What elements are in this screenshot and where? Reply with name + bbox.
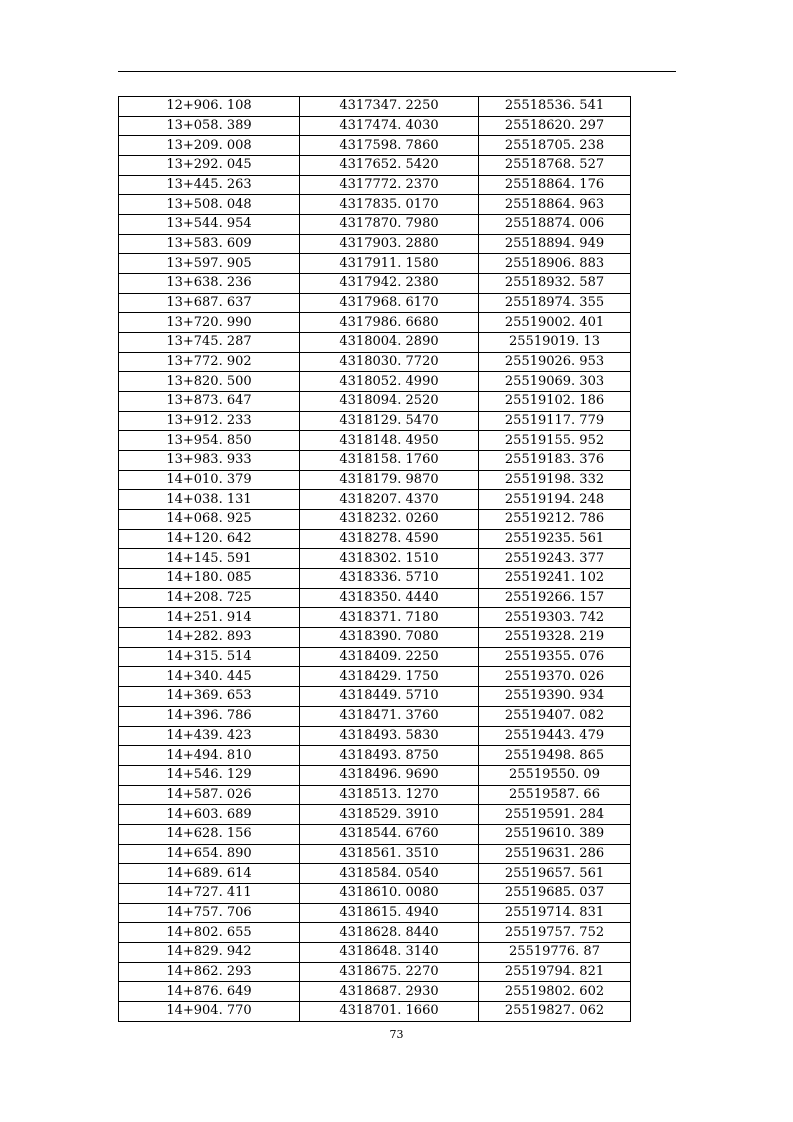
northing-cell: 4318094. 2520 <box>300 392 479 412</box>
northing-cell: 4318449. 5710 <box>300 687 479 707</box>
northing-cell: 4318701. 1660 <box>300 1001 479 1021</box>
easting-cell: 25518705. 238 <box>479 136 631 156</box>
northing-cell: 4318493. 8750 <box>300 746 479 766</box>
station-cell: 14+546. 129 <box>119 765 300 785</box>
northing-cell: 4318471. 3760 <box>300 706 479 726</box>
table-row <box>119 116 631 136</box>
northing-cell: 4318561. 3510 <box>300 844 479 864</box>
table-row <box>119 215 631 235</box>
easting-cell: 25519019. 13 <box>479 333 631 353</box>
easting-cell: 25519657. 561 <box>479 864 631 884</box>
easting-cell: 25519183. 376 <box>479 451 631 471</box>
table-row <box>119 746 631 766</box>
station-cell: 12+906. 108 <box>119 97 300 117</box>
easting-cell: 25519303. 742 <box>479 608 631 628</box>
table-row <box>119 588 631 608</box>
station-cell: 13+687. 637 <box>119 293 300 313</box>
table-row <box>119 313 631 333</box>
station-cell: 13+583. 609 <box>119 234 300 254</box>
table-row <box>119 962 631 982</box>
easting-cell: 25519212. 786 <box>479 510 631 530</box>
table-row <box>119 372 631 392</box>
station-cell: 14+876. 649 <box>119 982 300 1002</box>
easting-cell: 25519827. 062 <box>479 1001 631 1021</box>
easting-cell: 25518536. 541 <box>479 97 631 117</box>
station-cell: 14+689. 614 <box>119 864 300 884</box>
northing-cell: 4317347. 2250 <box>300 97 479 117</box>
station-cell: 14+145. 591 <box>119 549 300 569</box>
easting-cell: 25518864. 963 <box>479 195 631 215</box>
northing-cell: 4318628. 8440 <box>300 923 479 943</box>
table-row <box>119 136 631 156</box>
coordinate-table <box>118 96 631 1022</box>
table-row <box>119 529 631 549</box>
station-cell: 14+396. 786 <box>119 706 300 726</box>
northing-cell: 4318179. 9870 <box>300 470 479 490</box>
station-cell: 14+904. 770 <box>119 1001 300 1021</box>
northing-cell: 4317968. 6170 <box>300 293 479 313</box>
table-row <box>119 333 631 353</box>
table-row <box>119 883 631 903</box>
easting-cell: 25519550. 09 <box>479 765 631 785</box>
station-cell: 14+208. 725 <box>119 588 300 608</box>
northing-cell: 4318004. 2890 <box>300 333 479 353</box>
northing-cell: 4318158. 1760 <box>300 451 479 471</box>
easting-cell: 25519498. 865 <box>479 746 631 766</box>
easting-cell: 25519266. 157 <box>479 588 631 608</box>
station-cell: 13+508. 048 <box>119 195 300 215</box>
station-cell: 14+654. 890 <box>119 844 300 864</box>
table-row <box>119 431 631 451</box>
northing-cell: 4318429. 1750 <box>300 667 479 687</box>
easting-cell: 25519198. 332 <box>479 470 631 490</box>
station-cell: 13+292. 045 <box>119 156 300 176</box>
table-row <box>119 667 631 687</box>
northing-cell: 4318529. 3910 <box>300 805 479 825</box>
northing-cell: 4317598. 7860 <box>300 136 479 156</box>
easting-cell: 25519757. 752 <box>479 923 631 943</box>
northing-cell: 4318675. 2270 <box>300 962 479 982</box>
station-cell: 14+628. 156 <box>119 824 300 844</box>
station-cell: 13+638. 236 <box>119 274 300 294</box>
easting-cell: 25519235. 561 <box>479 529 631 549</box>
station-cell: 14+757. 706 <box>119 903 300 923</box>
table-row <box>119 824 631 844</box>
table-row <box>119 706 631 726</box>
northing-cell: 4318030. 7720 <box>300 352 479 372</box>
easting-cell: 25518864. 176 <box>479 175 631 195</box>
easting-cell: 25519610. 389 <box>479 824 631 844</box>
table-row <box>119 195 631 215</box>
easting-cell: 25518932. 587 <box>479 274 631 294</box>
northing-cell: 4317835. 0170 <box>300 195 479 215</box>
station-cell: 14+010. 379 <box>119 470 300 490</box>
northing-cell: 4317942. 2380 <box>300 274 479 294</box>
easting-cell: 25519026. 953 <box>479 352 631 372</box>
northing-cell: 4318409. 2250 <box>300 647 479 667</box>
station-cell: 13+720. 990 <box>119 313 300 333</box>
table-row <box>119 510 631 530</box>
table-row <box>119 647 631 667</box>
table-row <box>119 470 631 490</box>
table-row <box>119 765 631 785</box>
easting-cell: 25519370. 026 <box>479 667 631 687</box>
easting-cell: 25519155. 952 <box>479 431 631 451</box>
easting-cell: 25519794. 821 <box>479 962 631 982</box>
northing-cell: 4318687. 2930 <box>300 982 479 1002</box>
table-row <box>119 942 631 962</box>
table-row <box>119 785 631 805</box>
northing-cell: 4318615. 4940 <box>300 903 479 923</box>
northing-cell: 4317870. 7980 <box>300 215 479 235</box>
page-number: 73 <box>389 1028 404 1041</box>
station-cell: 14+180. 085 <box>119 569 300 589</box>
table-row <box>119 726 631 746</box>
station-cell: 14+494. 810 <box>119 746 300 766</box>
easting-cell: 25519069. 303 <box>479 372 631 392</box>
easting-cell: 25519591. 284 <box>479 805 631 825</box>
northing-cell: 4318278. 4590 <box>300 529 479 549</box>
station-cell: 14+587. 026 <box>119 785 300 805</box>
table-row <box>119 549 631 569</box>
table-row <box>119 451 631 471</box>
table-row <box>119 352 631 372</box>
table-row <box>119 490 631 510</box>
station-cell: 13+912. 233 <box>119 411 300 431</box>
station-cell: 14+068. 925 <box>119 510 300 530</box>
easting-cell: 25519776. 87 <box>479 942 631 962</box>
header-rule <box>118 71 676 72</box>
northing-cell: 4318350. 4440 <box>300 588 479 608</box>
easting-cell: 25519002. 401 <box>479 313 631 333</box>
table-row <box>119 293 631 313</box>
easting-cell: 25519102. 186 <box>479 392 631 412</box>
easting-cell: 25519328. 219 <box>479 628 631 648</box>
table-row <box>119 923 631 943</box>
table-row <box>119 411 631 431</box>
northing-cell: 4318648. 3140 <box>300 942 479 962</box>
station-cell: 13+544. 954 <box>119 215 300 235</box>
station-cell: 13+597. 905 <box>119 254 300 274</box>
station-cell: 14+038. 131 <box>119 490 300 510</box>
station-cell: 14+282. 893 <box>119 628 300 648</box>
easting-cell: 25518768. 527 <box>479 156 631 176</box>
northing-cell: 4318371. 7180 <box>300 608 479 628</box>
northing-cell: 4318390. 7080 <box>300 628 479 648</box>
easting-cell: 25519355. 076 <box>479 647 631 667</box>
table-row <box>119 608 631 628</box>
easting-cell: 25518874. 006 <box>479 215 631 235</box>
table-row <box>119 254 631 274</box>
easting-cell: 25519390. 934 <box>479 687 631 707</box>
easting-cell: 25519194. 248 <box>479 490 631 510</box>
table-row <box>119 844 631 864</box>
table-row <box>119 234 631 254</box>
northing-cell: 4318496. 9690 <box>300 765 479 785</box>
table-row <box>119 569 631 589</box>
station-cell: 14+439. 423 <box>119 726 300 746</box>
northing-cell: 4317772. 2370 <box>300 175 479 195</box>
station-cell: 13+983. 933 <box>119 451 300 471</box>
table-row <box>119 864 631 884</box>
coordinate-table-body <box>119 97 631 1022</box>
easting-cell: 25519243. 377 <box>479 549 631 569</box>
table-row <box>119 982 631 1002</box>
easting-cell: 25519407. 082 <box>479 706 631 726</box>
northing-cell: 4317986. 6680 <box>300 313 479 333</box>
northing-cell: 4318052. 4990 <box>300 372 479 392</box>
easting-cell: 25519685. 037 <box>479 883 631 903</box>
northing-cell: 4318493. 5830 <box>300 726 479 746</box>
table-row <box>119 903 631 923</box>
northing-cell: 4318207. 4370 <box>300 490 479 510</box>
easting-cell: 25519714. 831 <box>479 903 631 923</box>
table-row <box>119 1001 631 1021</box>
station-cell: 13+445. 263 <box>119 175 300 195</box>
easting-cell: 25519587. 66 <box>479 785 631 805</box>
table-row <box>119 274 631 294</box>
table-row <box>119 97 631 117</box>
northing-cell: 4317903. 2880 <box>300 234 479 254</box>
table-row <box>119 392 631 412</box>
easting-cell: 25519631. 286 <box>479 844 631 864</box>
northing-cell: 4318302. 1510 <box>300 549 479 569</box>
northing-cell: 4318584. 0540 <box>300 864 479 884</box>
easting-cell: 25519802. 602 <box>479 982 631 1002</box>
station-cell: 13+058. 389 <box>119 116 300 136</box>
table-row <box>119 628 631 648</box>
northing-cell: 4318513. 1270 <box>300 785 479 805</box>
easting-cell: 25519241. 102 <box>479 569 631 589</box>
table-row <box>119 805 631 825</box>
station-cell: 14+727. 411 <box>119 883 300 903</box>
northing-cell: 4317652. 5420 <box>300 156 479 176</box>
station-cell: 14+251. 914 <box>119 608 300 628</box>
station-cell: 14+829. 942 <box>119 942 300 962</box>
station-cell: 13+745. 287 <box>119 333 300 353</box>
northing-cell: 4318610. 0080 <box>300 883 479 903</box>
northing-cell: 4317911. 1580 <box>300 254 479 274</box>
northing-cell: 4317474. 4030 <box>300 116 479 136</box>
easting-cell: 25518974. 355 <box>479 293 631 313</box>
station-cell: 14+120. 642 <box>119 529 300 549</box>
easting-cell: 25518620. 297 <box>479 116 631 136</box>
station-cell: 14+315. 514 <box>119 647 300 667</box>
table-row <box>119 156 631 176</box>
station-cell: 13+820. 500 <box>119 372 300 392</box>
station-cell: 13+772. 902 <box>119 352 300 372</box>
table-row <box>119 687 631 707</box>
station-cell: 14+340. 445 <box>119 667 300 687</box>
easting-cell: 25519117. 779 <box>479 411 631 431</box>
easting-cell: 25518906. 883 <box>479 254 631 274</box>
northing-cell: 4318544. 6760 <box>300 824 479 844</box>
northing-cell: 4318232. 0260 <box>300 510 479 530</box>
easting-cell: 25519443. 479 <box>479 726 631 746</box>
northing-cell: 4318129. 5470 <box>300 411 479 431</box>
easting-cell: 25518894. 949 <box>479 234 631 254</box>
station-cell: 14+603. 689 <box>119 805 300 825</box>
station-cell: 14+802. 655 <box>119 923 300 943</box>
northing-cell: 4318148. 4950 <box>300 431 479 451</box>
station-cell: 13+873. 647 <box>119 392 300 412</box>
table-row <box>119 175 631 195</box>
station-cell: 14+369. 653 <box>119 687 300 707</box>
station-cell: 13+954. 850 <box>119 431 300 451</box>
station-cell: 13+209. 008 <box>119 136 300 156</box>
station-cell: 14+862. 293 <box>119 962 300 982</box>
northing-cell: 4318336. 5710 <box>300 569 479 589</box>
